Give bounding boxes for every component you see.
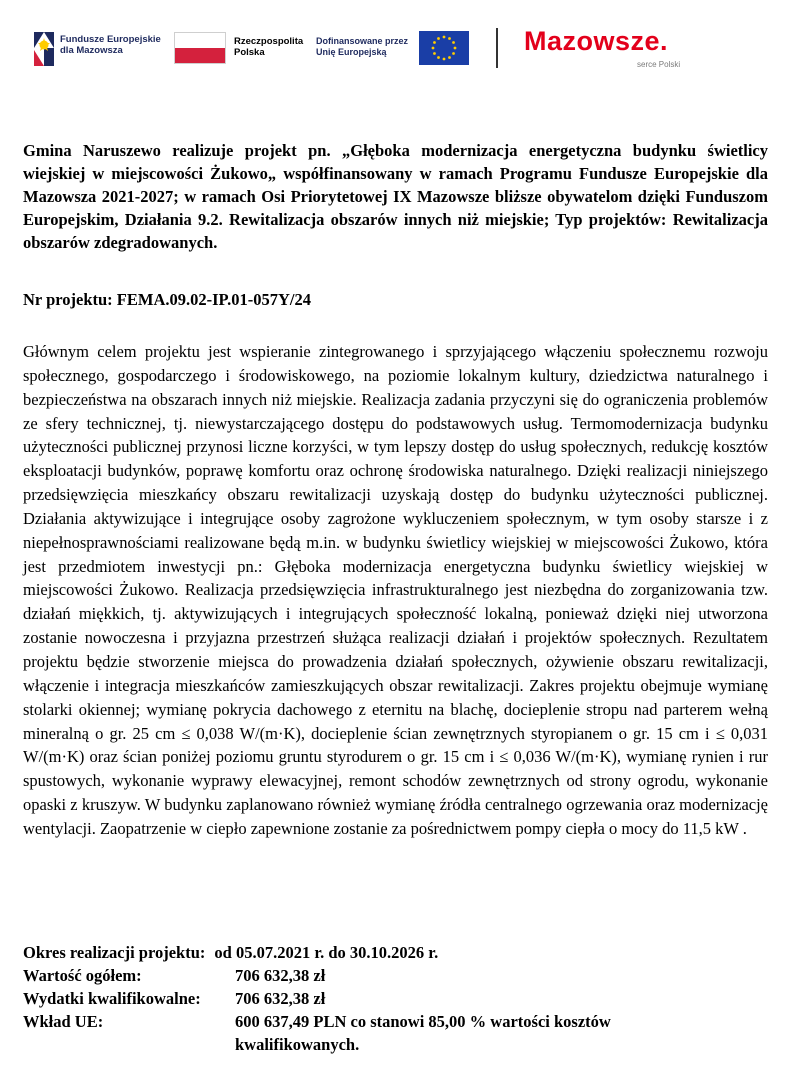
eu-star-icon bbox=[433, 52, 436, 55]
rp-logo-text bbox=[234, 36, 314, 58]
summary-row-eu-contribution bbox=[23, 1010, 768, 1056]
polish-flag-icon bbox=[174, 32, 226, 64]
summary-value: 600 637,49 PLN co stanowi 85,00 % wartości kosztów kwalifikowanych. bbox=[235, 1012, 611, 1054]
project-number: Nr projektu: FEMA.09.02-IP.01-057Y/24 bbox=[23, 290, 311, 309]
summary-row-total bbox=[23, 964, 768, 987]
eu-star-icon bbox=[432, 47, 435, 50]
eu-star-icon bbox=[437, 56, 440, 59]
eu-star-icon bbox=[433, 41, 436, 44]
fundusze-europejskie-logo bbox=[28, 22, 168, 74]
fe-logo-line2: dla Mazowsza bbox=[60, 45, 123, 56]
eu-star-icon bbox=[443, 58, 446, 61]
fe-logo-line1: Fundusze Europejskie bbox=[60, 34, 161, 45]
eu-star-icon bbox=[452, 52, 455, 55]
eu-star-icon bbox=[452, 41, 455, 44]
project-description: Głównym celem projektu jest wspieranie zintegrowanego i sprzyjającego włączeniu społecznemu rozwoju społecznego, gospodarczego i środowiskowego, na poziomie lokalnym kultury, dziedzictwa naturalnego i bezpieczeństwa na obszarach innych niż miejskie. Realizacja zadania przyczyni się do ograniczenia problemów ze sfery technicznej, tj. niewystarczającego dostępu do podstawowych usług. Termomodernizacja budynku użyteczności publicznej przynosi liczne korzyści, w tym lepszy dostęp do usług społecznych, redukcję kosztów eksploatacji budynków, poprawę komfortu oraz ochronę środowiska naturalnego. Dzięki realizacji niniejszego przedsięwzięcia mieszkańcy obszaru rewitalizacji uzyskają dostęp do budynku użyteczności publicznej. Działania aktywizujące i integrujące osoby zagrożone wykluczeniem społecznym, w tym osoby starsze i z niepełnosprawnościami realizowane będą m.in. w budynku świetlicy wiejskiej w miejscowości Żukowo, która jest przedmiotem inwestycji pn.: Głęboka modernizacja energetyczna budynku świetlicy wiejskiej w miejscowości Żukowo. Realizacja przedsięwzięcia infrastrukturalnego jest niezbędna do zorganizowania tzw. działań miękkich, tj. aktywizujących i integrujących społeczność lokalną, ponieważ dzięki niej utworzona zostanie nowoczesna i przyjazna przestrzeń służąca realizacji działań i projektów społecznych. Rezultatem projektu będzie stworzenie miejsca do prowadzenia działań społecznych, ożywienie obszaru rewitalizacji, włączenie i integracja mieszkańców zamieszkujących obszar rewitalizacji. Zakres projektu obejmuje wymianę stolarki okiennej; wymianę pokrycia dachowego z eternitu na blachę, docieplenie stropu nad parterem wełną mineralną o gr. 25 cm ≤ 0,038 W/(m·K), docieplenie ścian zewnętrznych styropianem o gr. 15 cm i ≤ 0,031 W/(m·K) oraz ścian poniżej poziomu gruntu styrodurem o gr. 15 cm i ≤ 0,036 W/(m·K), wymianę rynien i rur spustowych, wykonanie wyprawy elewacyjnej, remont schodów zewnętrznych od strony ogrodu, wykonanie opaski z kruszyw. W budynku zaplanowano również wymianę źródła centralnego ogrzewania oraz modernizację wentylacji. Zaopatrzenie w ciepło zapewnione zostanie za pośrednictwem pompy ciepła o mocy do 11,5 kW . bbox=[23, 342, 768, 838]
project-summary bbox=[23, 941, 768, 1056]
fe-logo-text bbox=[60, 34, 170, 56]
eu-star-icon bbox=[437, 37, 440, 40]
eu-star-icon bbox=[448, 56, 451, 59]
summary-row-eligible bbox=[23, 987, 768, 1010]
summary-label: Okres realizacji projektu: bbox=[23, 943, 206, 962]
summary-value: 706 632,38 zł bbox=[235, 989, 326, 1008]
summary-label: Wartość ogółem: bbox=[23, 966, 142, 985]
summary-label: Wkład UE: bbox=[23, 1012, 104, 1031]
eu-star-icon bbox=[448, 37, 451, 40]
unia-europejska-logo bbox=[316, 22, 496, 74]
project-intro: Gmina Naruszewo realizuje projekt pn. „Głęboka modernizacja energetyczna budynku świetlicy wiejskiej w miejscowości Żukowo„ współfinansowany w ramach Programu Fundusze Europejskie dla Mazowsza 2021-2027; w ramach Osi Priorytetowej IX Mazowsze bliższe obywatelom dzięki Funduszom Europejskim, Działania 9.2. Rewitalizacja obszarów innych niż miejskie; Typ projektów: Rewitalizacja obszarów zdegradowanych. bbox=[23, 141, 768, 252]
summary-row-period bbox=[23, 941, 768, 964]
logo-bar bbox=[28, 22, 768, 74]
summary-value: 706 632,38 zł bbox=[235, 966, 326, 985]
eu-star-icon bbox=[454, 47, 457, 50]
logo-divider bbox=[496, 28, 498, 68]
eu-star-icon bbox=[443, 36, 446, 39]
summary-value: od 05.07.2021 r. do 30.10.2026 r. bbox=[214, 943, 439, 962]
summary-label: Wydatki kwalifikowalne: bbox=[23, 989, 201, 1008]
rzeczpospolita-polska-logo bbox=[174, 22, 304, 74]
fe-emblem-icon bbox=[32, 28, 56, 68]
ue-logo-line2: Unię Europejską bbox=[316, 47, 387, 57]
ue-logo-text bbox=[316, 36, 416, 58]
mazowsze-logo bbox=[524, 22, 714, 74]
rp-logo-line1: Rzeczpospolita bbox=[234, 36, 304, 47]
ue-logo-line1: Dofinansowane przez bbox=[316, 36, 409, 46]
rp-logo-line2: Polska bbox=[234, 47, 265, 58]
eu-flag-icon bbox=[419, 31, 469, 65]
mazowsze-logo-name: Mazowsze. bbox=[524, 26, 669, 56]
mazowsze-logo-tagline: serce Polski bbox=[637, 60, 681, 69]
